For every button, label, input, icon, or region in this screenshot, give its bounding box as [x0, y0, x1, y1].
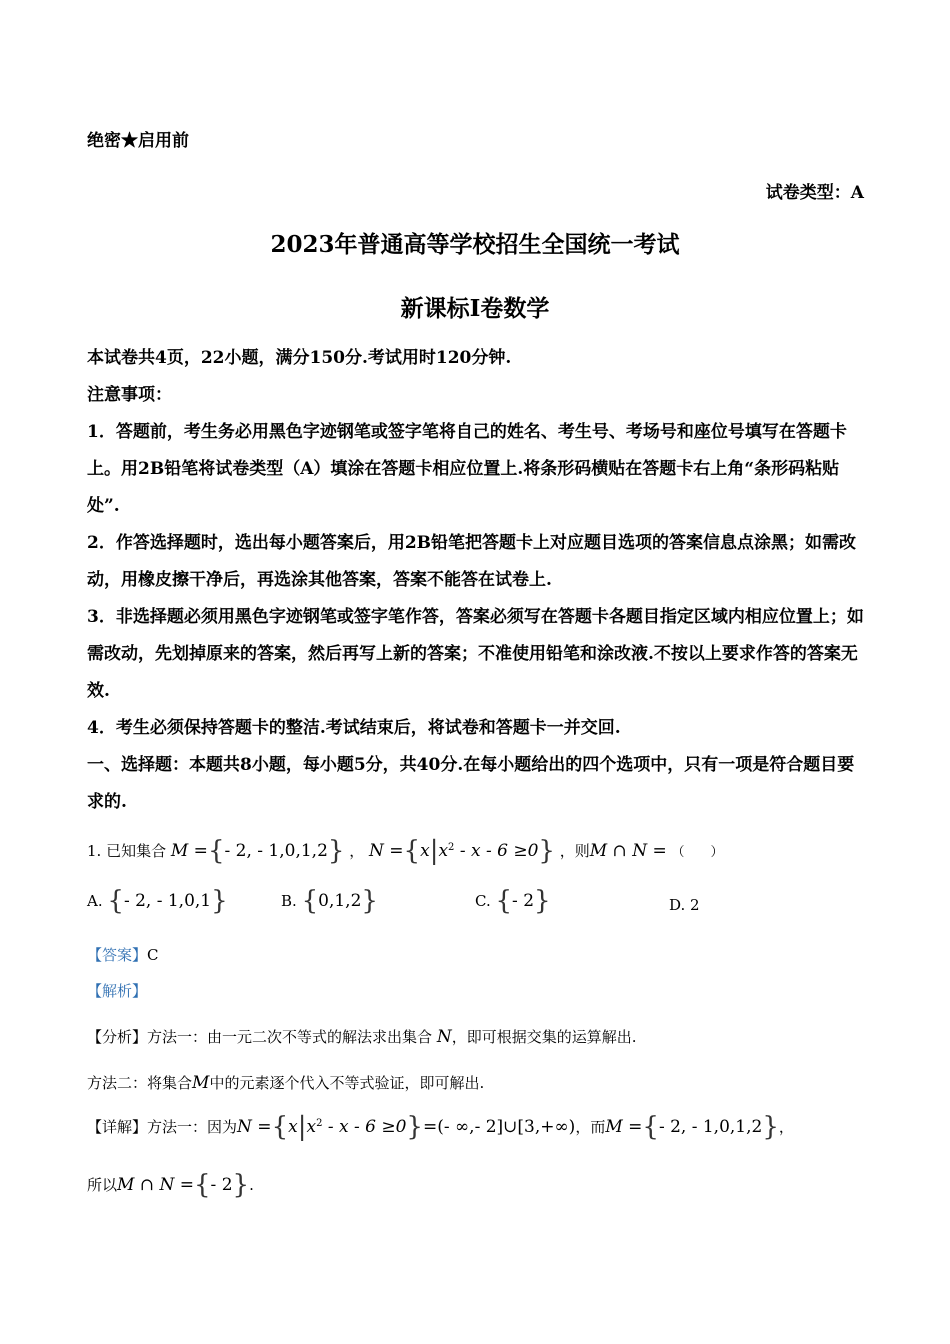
so-body: - 2 — [210, 1175, 233, 1195]
method2-text-b: 中的元素逐个代入不等式验证，即可解出. — [209, 1074, 485, 1092]
detail-m: M = — [605, 1117, 643, 1137]
brace-close: } — [361, 886, 378, 916]
detail-end: ， — [778, 1118, 794, 1136]
fenxi-var: N — [436, 1027, 452, 1047]
brace-close: } — [762, 1112, 779, 1142]
answer-line — [87, 944, 159, 965]
brace-open: { — [107, 886, 124, 916]
detail-x: x — [288, 1117, 298, 1137]
section-1-heading: 一、选择题：本题共8小题，每小题5分，共40分.在每小题给出的四个选项中，只有一项是符合题目要求的. — [87, 755, 855, 812]
detail-tag: 【详解】 — [87, 1118, 148, 1136]
detail-interval-1: (- ∞,- 2] — [437, 1117, 504, 1137]
option-d-body: 2 — [690, 896, 700, 914]
fenxi-text-a: 方法一：由一元二次不等式的解法求出集合 — [147, 1028, 433, 1046]
so-text: 所以 — [87, 1176, 118, 1194]
note-2: 2．作答选择题时，选出每小题答案后，用2B铅笔把答题卡上对应题目选项的答案信息点涂黑；如需改动，用橡皮擦干净后，再选涂其他答案，答案不能答在试卷上. — [87, 533, 857, 590]
brace-close: } — [534, 886, 551, 916]
option-b-body: 0,1,2 — [318, 891, 362, 911]
conclusion-line — [87, 1170, 254, 1200]
note-1: 1．答题前，考生务必用黑色字迹钢笔或签字笔将自己的姓名、考生号、考场号和座位号填写在答题卡上。用2B铅笔将试卷类型（A）填涂在答题卡相应位置上.将条形码横贴在答题卡右上角“条形码粘贴处”. — [87, 422, 847, 516]
note-3: 3．非选择题必须用黑色字迹钢笔或签字笔作答，答案必须写在答题卡各题目指定区域内相应位置上；如需改动，先划掉原来的答案，然后再写上新的答案；不准使用铅笔和涂改液.不按以上要求作答的答案无效. — [87, 607, 864, 701]
so-expr: M ∩ N = — [117, 1175, 194, 1195]
brace-close: } — [538, 836, 555, 866]
exam-title: 2023年普通高等学校招生全国统一考试 — [270, 231, 680, 258]
detail-union: ∪ — [503, 1117, 518, 1137]
detail-interval-2: [3,+∞) — [517, 1117, 576, 1137]
option-a — [87, 886, 228, 916]
option-d — [669, 896, 700, 914]
confidential-label: 绝密★启用前 — [87, 131, 189, 151]
method2-line — [87, 1072, 484, 1093]
q1-set-n-cond-b: - x - 6 ≥0 — [454, 841, 539, 861]
option-b — [281, 886, 378, 916]
option-a-letter: A. — [87, 892, 103, 910]
detail-cond-b: - x - 6 ≥0 — [322, 1117, 407, 1137]
option-c-letter: C. — [475, 892, 491, 910]
fenxi-tag: 【分析】 — [87, 1028, 148, 1046]
q1-set-n-lhs: N = — [369, 841, 404, 861]
option-b-letter: B. — [281, 892, 297, 910]
q1-set-n-sup: 2 — [448, 842, 455, 853]
instructions-block — [87, 340, 865, 821]
q1-then: ，则 — [559, 842, 590, 860]
method2-var: M — [192, 1073, 210, 1093]
detail-eq: = — [422, 1117, 438, 1137]
brace-close: } — [327, 836, 345, 866]
fenxi-line — [87, 1026, 636, 1047]
detail-text-a: 方法一：因为 — [147, 1118, 238, 1136]
q1-set-n-var: x — [420, 841, 430, 861]
divider-bar: | — [429, 836, 439, 866]
detail-line — [87, 1112, 794, 1142]
option-c — [475, 886, 551, 916]
analysis-line — [87, 980, 147, 1001]
brace-open: { — [642, 1112, 659, 1142]
brace-open: { — [207, 836, 225, 866]
divider-bar: | — [297, 1112, 307, 1142]
q1-comma: ， — [349, 842, 365, 860]
detail-m-body: - 2, - 1,0,1,2 — [658, 1117, 763, 1137]
detail-cond-a: x — [306, 1117, 317, 1137]
answer-value: C — [147, 946, 159, 964]
brace-open: { — [271, 1112, 289, 1142]
exam-summary: 本试卷共4页，22小题，满分150分.考试用时120分钟. — [87, 348, 512, 368]
brace-close: } — [232, 1170, 250, 1200]
note-4: 4．考生必须保持答题卡的整洁.考试结束后，将试卷和答题卡一并交回. — [87, 718, 621, 738]
q1-set-m-body: - 2, - 1,0,1,2 — [224, 841, 328, 861]
notes-title: 注意事项： — [87, 385, 172, 405]
question-1-stem — [87, 836, 724, 866]
fenxi-text-b: ，即可根据交集的运算解出. — [451, 1028, 637, 1046]
brace-open: { — [495, 886, 513, 916]
option-c-body: - 2 — [512, 891, 535, 911]
detail-n: N = — [237, 1117, 272, 1137]
detail-sup: 2 — [316, 1118, 323, 1129]
exam-subtitle: 新课标Ⅰ卷数学 — [400, 295, 550, 322]
detail-er: ，而 — [575, 1118, 606, 1136]
brace-close: } — [211, 886, 228, 916]
brace-open: { — [301, 886, 319, 916]
q1-lead: 1. 已知集合 — [87, 842, 167, 860]
answer-tag: 【答案】 — [87, 946, 148, 964]
option-a-body: - 2, - 1,0,1 — [123, 891, 212, 911]
brace-close: } — [406, 1112, 423, 1142]
q1-ask: M ∩ N = — [589, 841, 667, 861]
q1-paren: （ ） — [671, 845, 724, 860]
method2-text-a: 方法二：将集合 — [87, 1074, 193, 1092]
analysis-tag: 【解析】 — [87, 982, 148, 1000]
brace-open: { — [403, 836, 421, 866]
so-end: . — [249, 1176, 254, 1194]
q1-set-m-lhs: M = — [170, 841, 208, 861]
brace-open: { — [194, 1170, 211, 1200]
option-d-letter: D. — [669, 896, 686, 914]
paper-type-label: 试卷类型：A — [765, 183, 864, 203]
q1-set-n-cond-a: x — [438, 841, 449, 861]
